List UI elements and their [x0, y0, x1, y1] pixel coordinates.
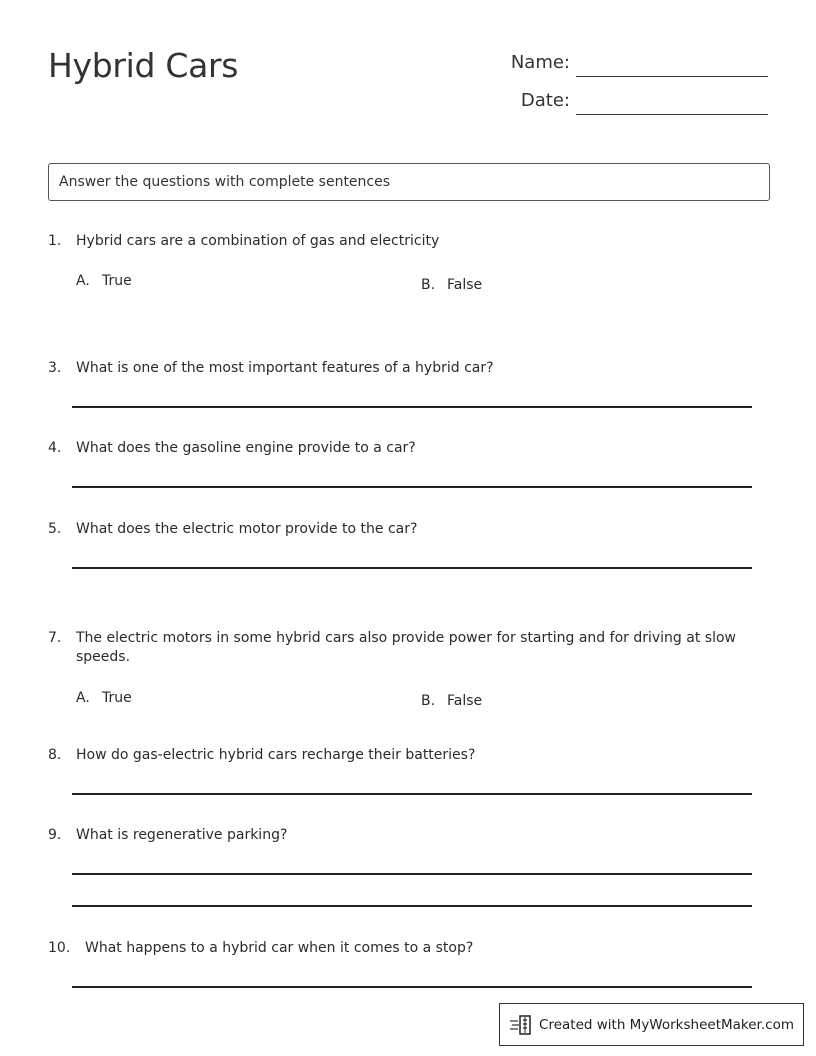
footer-badge[interactable] [499, 1003, 804, 1046]
question-number: 10. [48, 940, 71, 956]
footer-text: Created with MyWorksheetMaker.com [539, 1016, 794, 1033]
option-b[interactable] [421, 276, 482, 295]
page-title: Hybrid Cars [48, 46, 239, 85]
option-text: True [102, 690, 132, 706]
question-text: What is regenerative parking? [76, 827, 288, 843]
myworksheetmaker-logo-icon [509, 1014, 533, 1036]
answer-line[interactable] [72, 567, 752, 569]
question-text: What is one of the most important features of a hybrid car? [76, 360, 494, 376]
answer-line[interactable] [72, 873, 752, 875]
question-text: What does the gasoline engine provide to a car? [76, 440, 416, 456]
question-text: How do gas-electric hybrid cars recharge their batteries? [76, 747, 476, 763]
date-field[interactable] [576, 114, 768, 115]
answer-line[interactable] [72, 986, 752, 988]
answer-line[interactable] [72, 905, 752, 907]
answer-line[interactable] [72, 486, 752, 488]
date-label: Date: [520, 90, 570, 111]
question-number: 1. [48, 233, 62, 249]
option-text: False [447, 693, 483, 709]
question-number: 7. [48, 630, 62, 646]
option-a[interactable] [76, 272, 132, 291]
question-number: 4. [48, 440, 62, 456]
answer-line[interactable] [72, 406, 752, 408]
instructions-box: Answer the questions with complete sentences [48, 163, 770, 201]
option-letter: A. [76, 690, 90, 706]
question-text: What happens to a hybrid car when it comes to a stop? [85, 940, 474, 956]
question-text: What does the electric motor provide to the car? [76, 521, 418, 537]
question-number: 8. [48, 747, 62, 763]
option-b[interactable] [421, 692, 482, 711]
question-text: The electric motors in some hybrid cars also provide power for starting and for driving at slow speeds. [76, 630, 736, 665]
question-number: 3. [48, 360, 62, 376]
question-number: 5. [48, 521, 62, 537]
option-text: True [102, 273, 132, 289]
option-letter: A. [76, 273, 90, 289]
option-letter: B. [421, 277, 436, 293]
answer-line[interactable] [72, 793, 752, 795]
question-number: 9. [48, 827, 62, 843]
option-a[interactable] [76, 689, 132, 708]
question-text: Hybrid cars are a combination of gas and electricity [76, 233, 440, 249]
option-letter: B. [421, 693, 436, 709]
name-field[interactable] [576, 76, 768, 77]
option-text: False [447, 277, 483, 293]
name-label: Name: [510, 52, 570, 73]
